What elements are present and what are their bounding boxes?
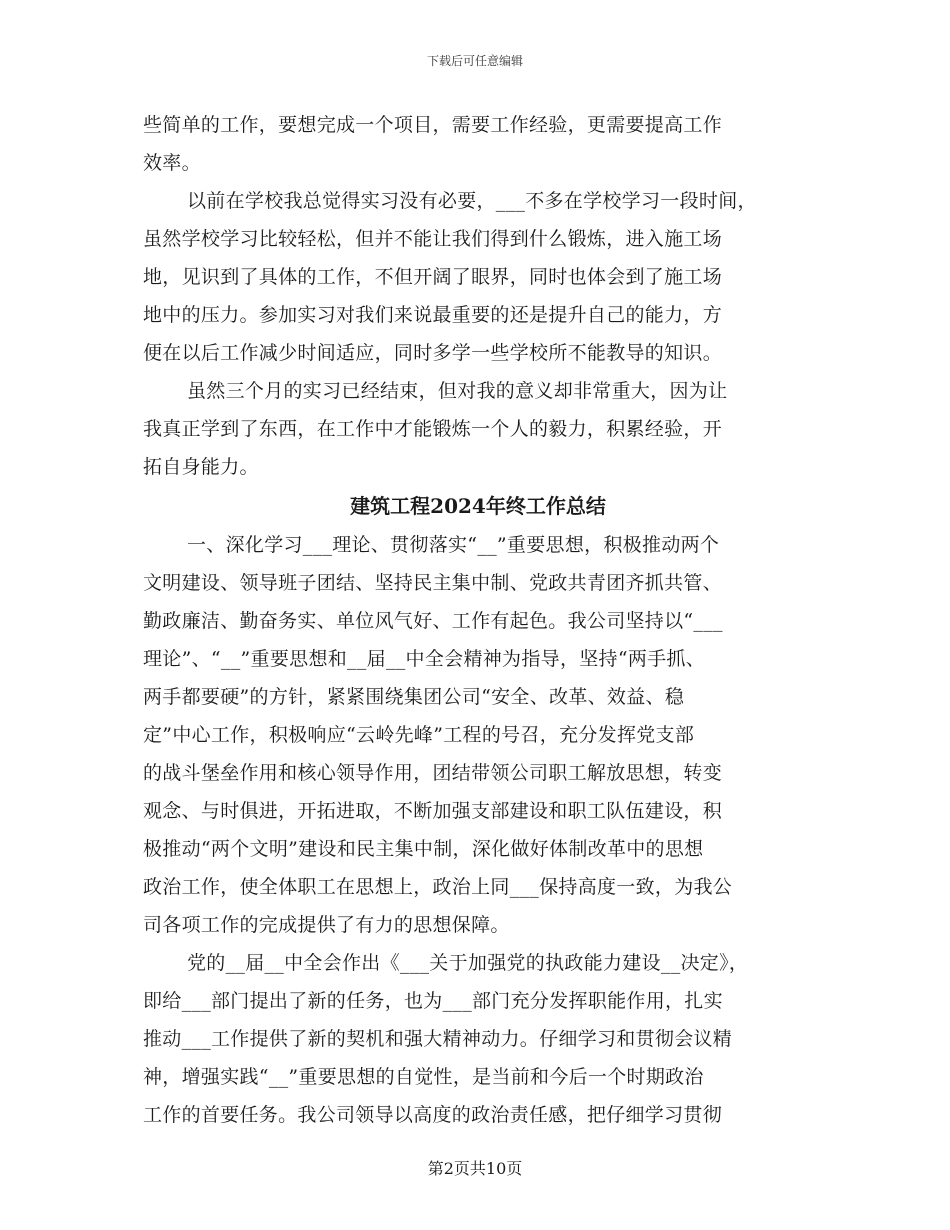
body-line: 我真正学到了东西，在工作中才能锻炼一个人的毅力，积累经验，开: [143, 418, 723, 440]
body-line: 司各项工作的完成提供了有力的思想保障。: [143, 914, 510, 936]
body-line: 推动___工作提供了新的契机和强大精神动力。仔细学习和贯彻会议精: [143, 1028, 733, 1050]
body-line: 一、深化学习___理论、贯彻落实“__”重要思想，积极推动两个: [187, 534, 720, 556]
body-line: 理论”、“__”重要思想和__届__中全会精神为指导，坚持“两手抓、: [143, 648, 706, 670]
section-title: 建筑工程2024年终工作总结: [350, 494, 606, 518]
body-line: 文明建设、领导班子团结、坚持民主集中制、党政共青团齐抓共管、: [143, 572, 723, 594]
body-line: 工作的首要任务。我公司领导以高度的政治责任感，把仔细学习贯彻: [143, 1104, 723, 1126]
page-header: 下载后可任意编辑: [426, 54, 523, 68]
body-line: 虽然学校学习比较轻松，但并不能让我们得到什么锻炼，进入施工场: [143, 228, 723, 250]
body-line: 极推动“两个文明”建设和民主集中制，深化做好体制改革中的思想: [143, 838, 704, 860]
body-line: 虽然三个月的实习已经结束，但对我的意义却非常重大，因为让: [187, 380, 728, 402]
body-line: 效率。: [143, 152, 201, 174]
body-line: 政治工作，使全体职工在思想上，政治上同___保持高度一致，为我公: [143, 876, 733, 898]
body-line: 神，增强实践“__”重要思想的自觉性，是当前和今后一个时期政治: [143, 1066, 704, 1088]
body-line: 地，见识到了具体的工作，不但开阔了眼界，同时也体会到了施工场: [143, 266, 723, 288]
body-line: 党的__届__中全会作出《___关于加强党的执政能力建设__决定》，: [187, 952, 749, 974]
body-line: 的战斗堡垒作用和核心领导作用，团结带领公司职工解放思想，转变: [143, 762, 723, 784]
document-body: [143, 106, 813, 1134]
body-line: 以前在学校我总觉得实习没有必要，___不多在学校学习一段时间，: [187, 190, 757, 212]
body-line: 便在以后工作减少时间适应，同时多学一些学校所不能教导的知识。: [143, 342, 723, 364]
body-line: 定”中心工作，积极响应“云岭先峰”工程的号召，充分发挥党支部: [143, 724, 695, 746]
body-line: 两手都要硬”的方针，紧紧围绕集团公司“安全、改革、效益、稳: [143, 686, 685, 708]
page-footer: 第2页共10页: [427, 1159, 523, 1178]
body-line: 勤政廉洁、勤奋务实、单位风气好、工作有起色。我公司坚持以“___: [143, 610, 723, 632]
body-line: 观念、与时俱进，开拓进取，不断加强支部建设和职工队伍建设，积: [143, 800, 723, 822]
body-line: 拓自身能力。: [143, 456, 259, 478]
body-line: 地中的压力。参加实习对我们来说最重要的还是提升自己的能力，方: [143, 304, 723, 326]
body-line: 些简单的工作，要想完成一个项目，需要工作经验，更需要提高工作: [143, 114, 723, 136]
body-line: 即给___部门提出了新的任务，也为___部门充分发挥职能作用，扎实: [143, 990, 723, 1012]
